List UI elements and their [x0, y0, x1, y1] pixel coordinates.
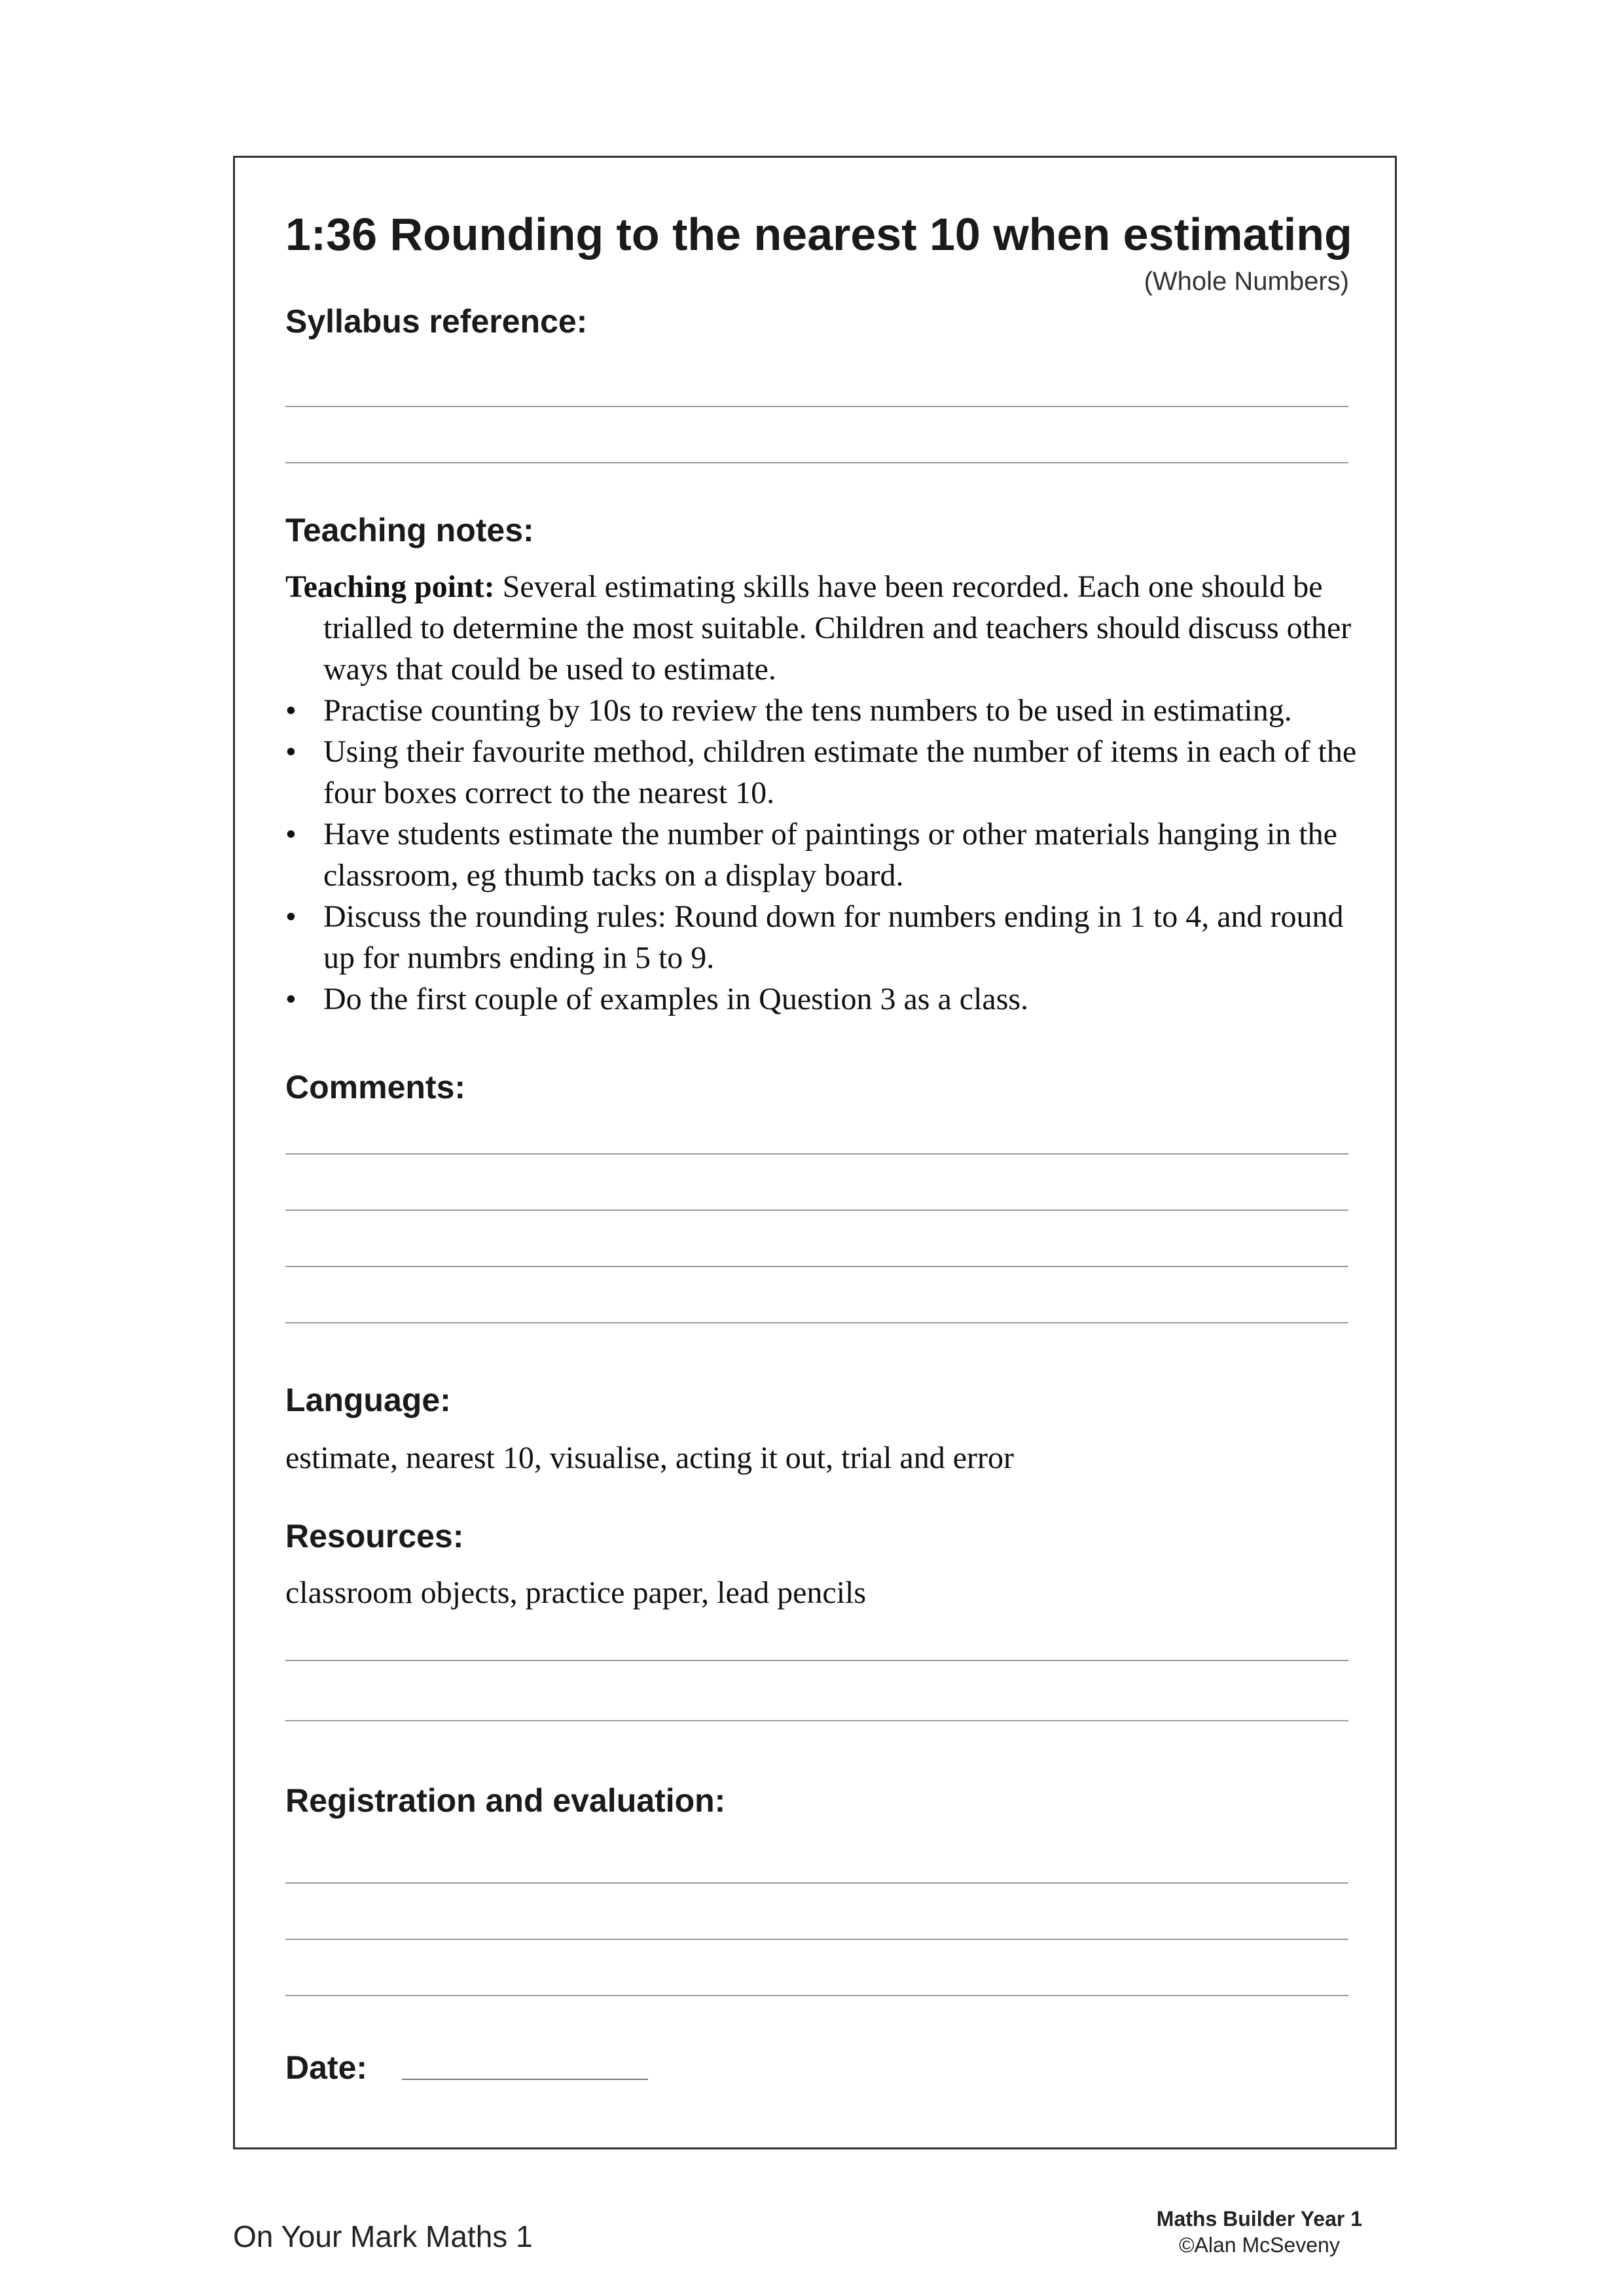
- teaching-point-label: Teaching point:: [285, 569, 495, 604]
- teaching-bullet: • Do the first couple of examples in Question 3 as a class.: [285, 978, 1359, 1020]
- resources-text: classroom objects, practice paper, lead pencils: [285, 1575, 867, 1610]
- resources-heading: Resources:: [285, 1518, 464, 1554]
- teaching-bullet: • Have students estimate the number of paintings or other materials hanging in the classroom, eg thumb tacks on a display board.: [285, 814, 1359, 896]
- comments-line-3: [285, 1266, 1348, 1267]
- footer-copyright: ©Alan McSeveny: [1178, 2233, 1340, 2257]
- footer-book-title: Maths Builder Year 1: [1156, 2207, 1362, 2231]
- registration-line-2: [285, 1939, 1348, 1940]
- registration-line-3: [285, 1995, 1348, 1996]
- comments-line-4: [285, 1322, 1348, 1323]
- language-heading: Language:: [285, 1382, 451, 1418]
- teaching-bullet: • Using their favourite method, children estimate the number of items in each of the four boxes correct to the nearest 10.: [285, 731, 1359, 814]
- footer-series-title: On Your Mark Maths 1: [233, 2219, 533, 2253]
- registration-heading: Registration and evaluation:: [285, 1782, 726, 1819]
- page-title: 1:36 Rounding to the nearest 10 when estimating: [285, 209, 1352, 260]
- comments-line-1: [285, 1153, 1348, 1155]
- footer-book-info: [1157, 2206, 1362, 2258]
- teaching-bullet: • Practise counting by 10s to review the tens numbers to be used in estimating.: [285, 690, 1359, 731]
- syllabus-heading: Syllabus reference:: [285, 303, 588, 340]
- teaching-point-text: Several estimating skills have been recorded. Each one should be trialled to determine the most suitable. Children and teachers should discuss other ways that could be used to estimate.: [323, 569, 1352, 687]
- language-text: estimate, nearest 10, visualise, acting it out, trial and error: [285, 1441, 1014, 1475]
- comments-line-2: [285, 1210, 1348, 1211]
- comments-heading: Comments:: [285, 1069, 466, 1105]
- teaching-notes-heading: Teaching notes:: [285, 512, 534, 548]
- registration-line-1: [285, 1882, 1348, 1884]
- teaching-point: [285, 566, 1359, 690]
- syllabus-line-1: [285, 406, 1348, 407]
- resources-line-1: [285, 1660, 1348, 1661]
- worksheet-frame: [233, 156, 1397, 2149]
- teaching-bullet-list: [285, 690, 1359, 1020]
- date-label: Date:: [285, 2049, 368, 2086]
- resources-line-2: [285, 1720, 1348, 1721]
- page-subtitle: (Whole Numbers): [1144, 267, 1349, 296]
- syllabus-line-2: [285, 462, 1348, 463]
- teaching-bullet: • Discuss the rounding rules: Round down for numbers ending in 1 to 4, and round up for numbrs ending in 5 to 9.: [285, 896, 1359, 978]
- date-line: [402, 2079, 648, 2080]
